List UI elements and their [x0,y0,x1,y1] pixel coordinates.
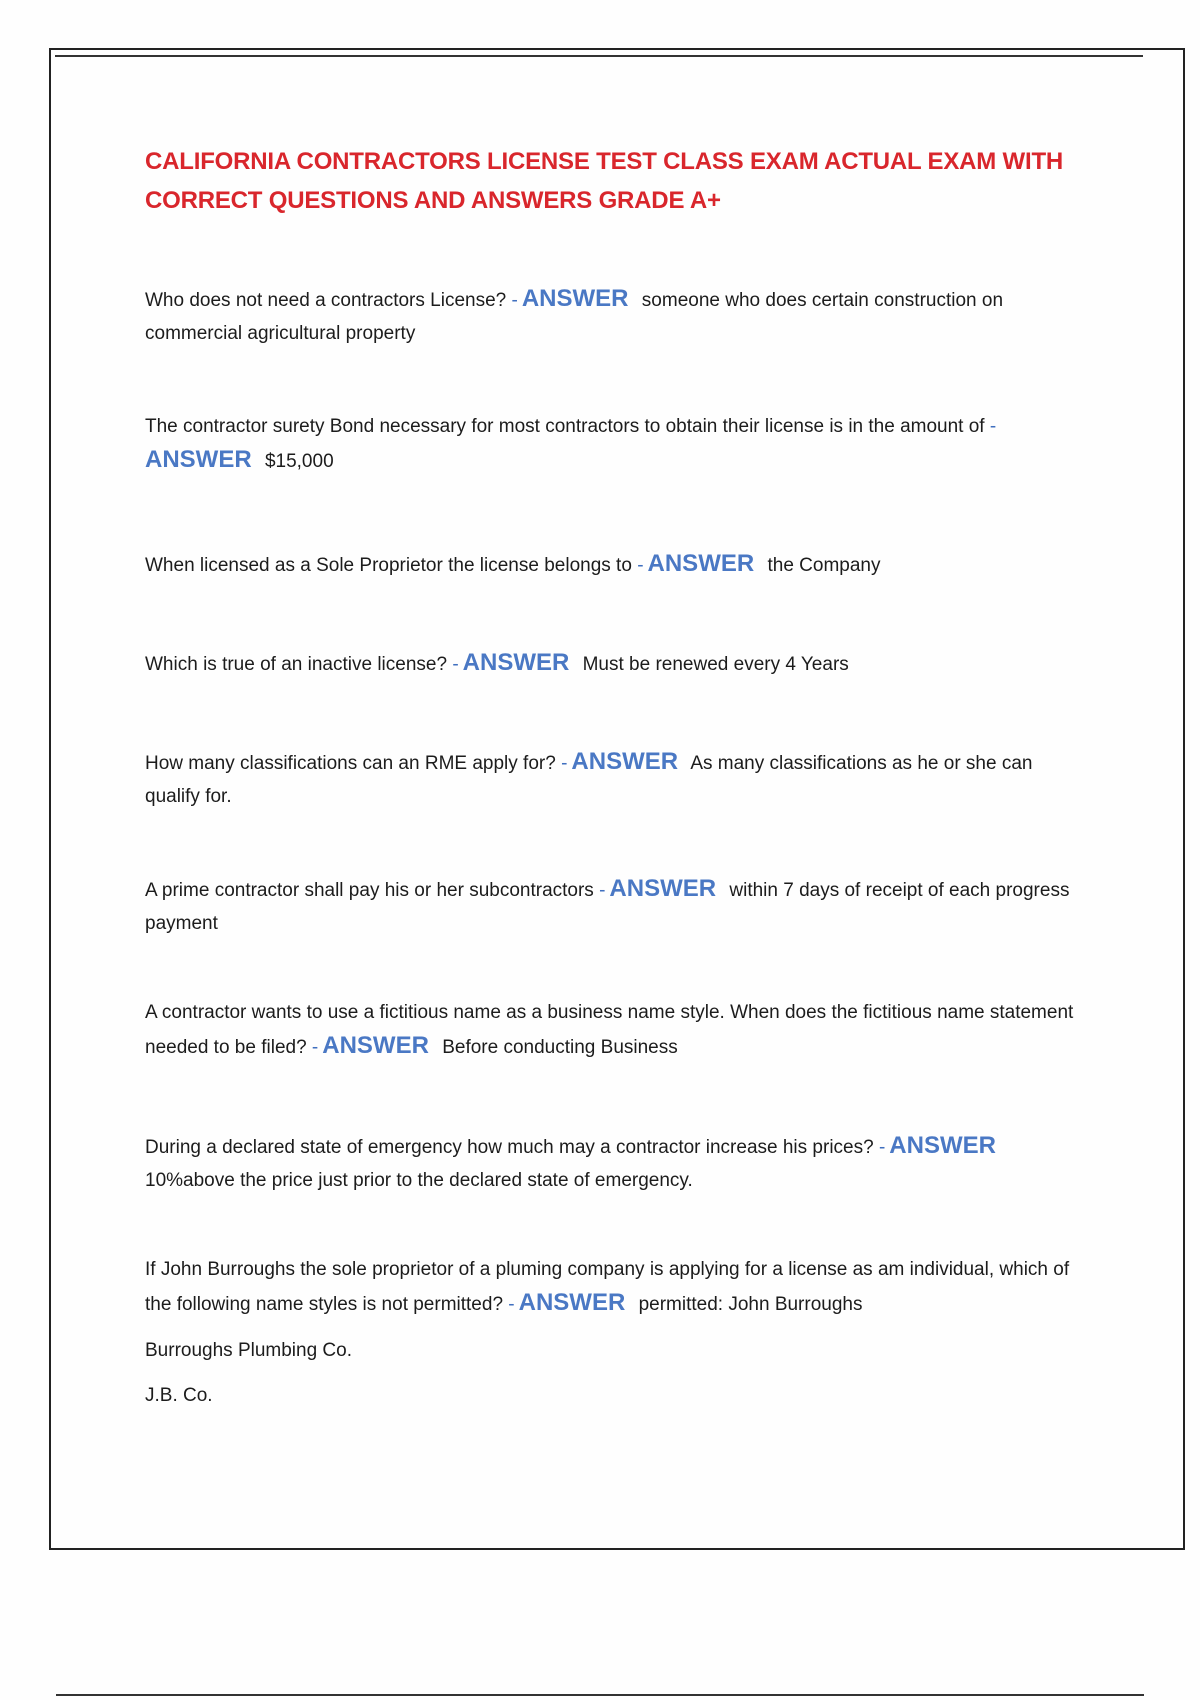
answer-separator: - [508,1294,515,1315]
answer-label: ANSWER [462,649,570,676]
qa-item-6 [145,872,1085,940]
question-text: The contractor surety Bond necessary for most contractors to obtain their license is in the amount of [145,416,985,437]
answer-text: Before conducting Business [442,1037,678,1058]
question-text: A prime contractor shall pay his or her subcontractors [145,880,594,901]
question-text: When licensed as a Sole Proprietor the license belongs to [145,555,632,576]
top-rule [55,55,1143,57]
question-text: A contractor wants to use a fictitious name as a business name style. When does the fictitious name statement needed to be filed? [145,1002,1074,1058]
qa-item-9 [145,1253,1085,1321]
answer-text: As many classifications as he or she can qualify for. [145,753,1033,807]
question-text: If John Burroughs the sole proprietor of a pluming company is applying for a license as am individual, which of the following name styles is not permitted? [145,1259,1070,1315]
answer-text: someone who does certain construction on commercial agricultural property [145,290,1004,344]
document-title: CALIFORNIA CONTRACTORS LICENSE TEST CLASS EXAM ACTUAL EXAM WITH CORRECT QUESTIONS AND ANSWERS GRADE A+ [145,148,1064,214]
answer-text: permitted: John Burroughs [638,1294,863,1315]
name-style-option: Burroughs Plumbing Co. [145,1340,352,1361]
question-text: Who does not need a contractors License? [145,290,507,311]
answer-label: ANSWER [889,1132,996,1159]
answer-label: ANSWER [609,875,717,902]
answer-separator: - [878,1137,886,1158]
qa-item-7 [145,996,1085,1064]
answer-separator: - [511,290,518,311]
answer-label: ANSWER [571,748,679,775]
answer-separator: - [452,654,459,675]
answer-label: ANSWER [322,1032,429,1059]
qa-item-8 [145,1129,1085,1197]
answer-label: ANSWER [521,285,629,312]
name-style-option: J.B. Co. [145,1385,213,1406]
qa-item-4 [145,646,1085,681]
question-text: During a declared state of emergency how much may a contractor increase his prices? [145,1137,874,1158]
answer-label: ANSWER [647,550,755,577]
qa-item-3 [145,547,1085,582]
answer-separator: - [637,555,644,576]
question-text: How many classifications can an RME apply for? [145,753,556,774]
answer-separator: - [989,416,997,437]
question-text: Which is true of an inactive license? [145,654,448,675]
answer-text: 10%above the price just prior to the declared state of emergency. [145,1170,693,1191]
bottom-rule [56,1694,1144,1696]
answer-text: within 7 days of receipt of each progress payment [145,880,1070,934]
qa-item-1 [145,282,1085,350]
answer-label: ANSWER [145,446,252,473]
answer-text: Must be renewed every 4 Years [582,654,849,675]
answer-separator: - [561,753,568,774]
qa-item-5 [145,745,1085,813]
answer-label: ANSWER [518,1289,626,1316]
answer-separator: - [311,1037,319,1058]
qa-item-2 [145,410,1085,478]
answer-separator: - [599,880,606,901]
answer-text: $15,000 [264,451,334,472]
answer-text: the Company [767,555,881,576]
